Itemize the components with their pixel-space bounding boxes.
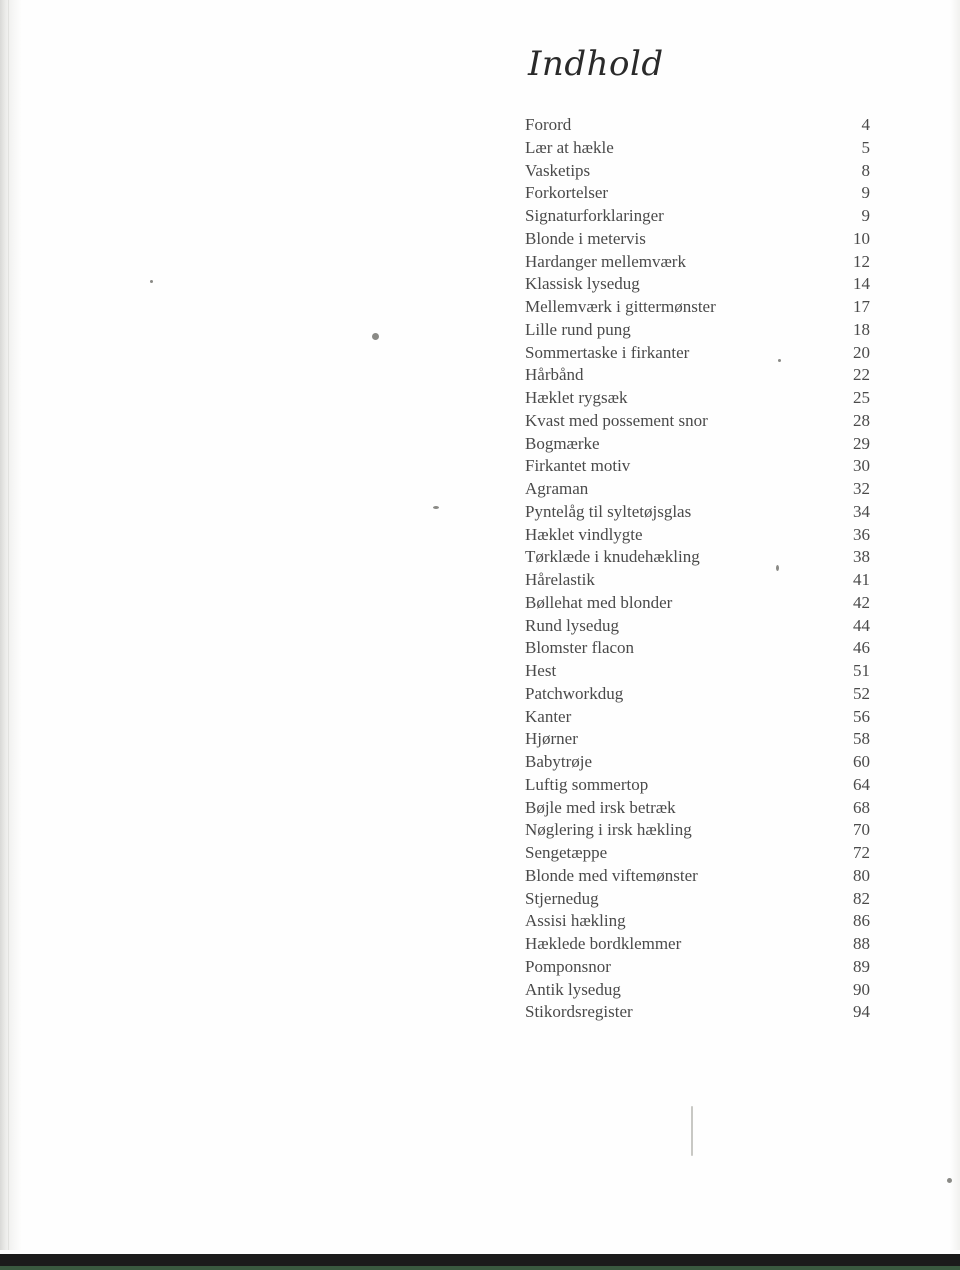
toc-entry-page-number: 88 [853,934,870,953]
toc-entry-page-number: 82 [853,888,870,908]
toc-entry [525,205,870,228]
toc-entry-title: Blonde med viftemønster [525,865,698,885]
toc-entry-page-number: 94 [853,1002,870,1022]
toc-entry [525,524,870,547]
toc-entry-title: Pyntelåg til syltetøjsglas [525,501,692,521]
dust-speck [778,359,781,362]
toc-entry [525,410,870,433]
toc-entry-page-number: 5 [861,137,870,157]
toc-entry [525,910,870,933]
toc-entry-title: Blonde i metervis [525,228,646,248]
scan-bottom-edge-inner [0,1266,960,1270]
toc-entry [525,501,870,524]
toc-entry [525,478,870,501]
toc-entry-page-number: 14 [853,274,870,294]
toc-entry-title: Stjernedug [525,888,599,908]
toc-entry-title: Agraman [525,479,589,498]
toc-entry-title: Hjørner [525,729,578,749]
toc-entry-title: Hest [525,661,557,680]
toc-entry-title: Firkantet motiv [525,456,631,476]
toc-entry [525,319,870,342]
toc-entry [525,160,870,183]
toc-entry-title: Blomster flacon [525,638,635,658]
toc-entry-title: Bøllehat med blonder [525,592,673,612]
toc-entry-title: Assisi hækling [525,911,626,931]
toc-entry-page-number: 56 [853,706,870,726]
toc-entry-title: Mellemværk i gittermønster [525,297,716,316]
toc-entry-title: Lær at hækle [525,137,614,157]
toc-entry-page-number: 58 [853,729,870,749]
toc-entry-title: Kvast med possement snor [525,410,708,430]
toc-entry-title: Bogmærke [525,433,600,453]
toc-entry [525,774,870,797]
toc-entry-page-number: 9 [861,206,870,225]
toc-entry-title: Hæklet rygsæk [525,388,628,407]
toc-entry [525,933,870,956]
toc-entry [525,182,870,205]
toc-entry-title: Nøglering i irsk hækling [525,820,692,840]
table-of-contents [525,114,870,1024]
toc-entry [525,683,870,706]
toc-entry [525,433,870,456]
toc-entry-title: Hardanger mellemværk [525,251,686,271]
toc-entry-page-number: 10 [853,228,870,248]
toc-entry-page-number: 22 [853,365,870,385]
toc-entry-page-number: 42 [853,592,870,612]
toc-entry-page-number: 89 [853,956,870,976]
toc-entry [525,842,870,865]
toc-entry-title: Antik lysedug [525,979,621,999]
toc-entry-page-number: 52 [853,683,870,703]
toc-entry-page-number: 18 [853,319,870,339]
toc-entry [525,751,870,774]
toc-entry-page-number: 80 [853,865,870,885]
toc-entry-title: Stikordsregister [525,1002,633,1022]
toc-entry [525,455,870,478]
toc-entry-page-number: 30 [853,456,870,476]
dust-speck [372,333,379,340]
toc-entry [525,797,870,820]
toc-entry [525,569,870,592]
toc-entry-title: Rund lysedug [525,615,619,635]
toc-entry-page-number: 41 [853,570,870,589]
toc-entry-page-number: 32 [853,479,870,498]
toc-entry [525,137,870,160]
toc-entry [525,387,870,410]
toc-entry-page-number: 70 [853,820,870,840]
toc-entry-title: Kanter [525,706,572,726]
toc-entry [525,888,870,911]
toc-entry-page-number: 44 [853,615,870,635]
dust-speck [150,280,153,283]
toc-entry-title: Hæklet vindlygte [525,524,643,544]
toc-entry [525,1001,870,1024]
toc-entry-title: Vasketips [525,160,591,180]
toc-entry-page-number: 17 [853,297,870,316]
toc-entry-page-number: 9 [861,183,870,203]
toc-entry-title: Pomponsnor [525,956,611,976]
toc-entry-title: Luftig sommertop [525,774,649,794]
toc-entry-title: Babytrøje [525,752,593,771]
toc-entry-page-number: 28 [853,410,870,430]
toc-entry-title: Klassisk lysedug [525,274,640,294]
toc-entry [525,979,870,1002]
toc-entry-page-number: 46 [853,638,870,658]
toc-entry [525,660,870,683]
toc-entry-title: Signaturforklaringer [525,206,664,225]
toc-entry-title: Sengetæppe [525,843,608,862]
toc-entry-page-number: 12 [853,251,870,271]
toc-entry [525,546,870,569]
toc-entry [525,706,870,729]
toc-entry-title: Patchworkdug [525,683,624,703]
toc-entry [525,728,870,751]
toc-entry-page-number: 90 [853,979,870,999]
toc-entry-page-number: 64 [853,774,870,794]
toc-entry-page-number: 68 [853,797,870,817]
toc-entry [525,296,870,319]
toc-entry [525,592,870,615]
toc-entry [525,251,870,274]
toc-entry [525,819,870,842]
toc-entry-title: Bøjle med irsk betræk [525,797,676,817]
toc-entry-title: Hårbånd [525,365,584,385]
page-edge [950,0,960,1250]
toc-entry [525,273,870,296]
toc-entry-title: Hårelastik [525,570,595,589]
toc-entry [525,342,870,365]
toc-entry [525,956,870,979]
page-title: Indhold [528,44,664,84]
toc-entry-page-number: 20 [853,342,870,362]
dust-speck [433,506,439,509]
toc-entry-title: Tørklæde i knudehækling [525,547,700,567]
toc-entry-page-number: 86 [853,911,870,931]
toc-entry [525,114,870,137]
toc-entry-title: Hæklede bordklemmer [525,934,682,953]
spine-shadow [0,0,22,1250]
dust-speck [776,565,779,571]
toc-entry-page-number: 4 [861,115,870,134]
toc-entry-page-number: 29 [853,433,870,453]
toc-entry-page-number: 25 [853,388,870,407]
toc-entry [525,865,870,888]
toc-entry-page-number: 38 [853,547,870,567]
toc-entry [525,364,870,387]
dust-speck [691,1106,693,1156]
toc-entry-title: Forkortelser [525,183,609,203]
toc-entry-page-number: 72 [853,843,870,862]
toc-entry-title: Sommertaske i firkanter [525,342,690,362]
toc-entry-page-number: 8 [861,160,870,180]
toc-entry [525,615,870,638]
spine-fold-line [8,0,9,1250]
dust-speck [947,1178,952,1183]
toc-entry-page-number: 36 [853,524,870,544]
toc-entry-title: Forord [525,115,572,134]
toc-entry [525,637,870,660]
toc-entry-page-number: 51 [853,661,870,680]
toc-entry-title: Lille rund pung [525,319,631,339]
toc-entry-page-number: 34 [853,501,870,521]
toc-entry-page-number: 60 [853,752,870,771]
toc-entry [525,228,870,251]
